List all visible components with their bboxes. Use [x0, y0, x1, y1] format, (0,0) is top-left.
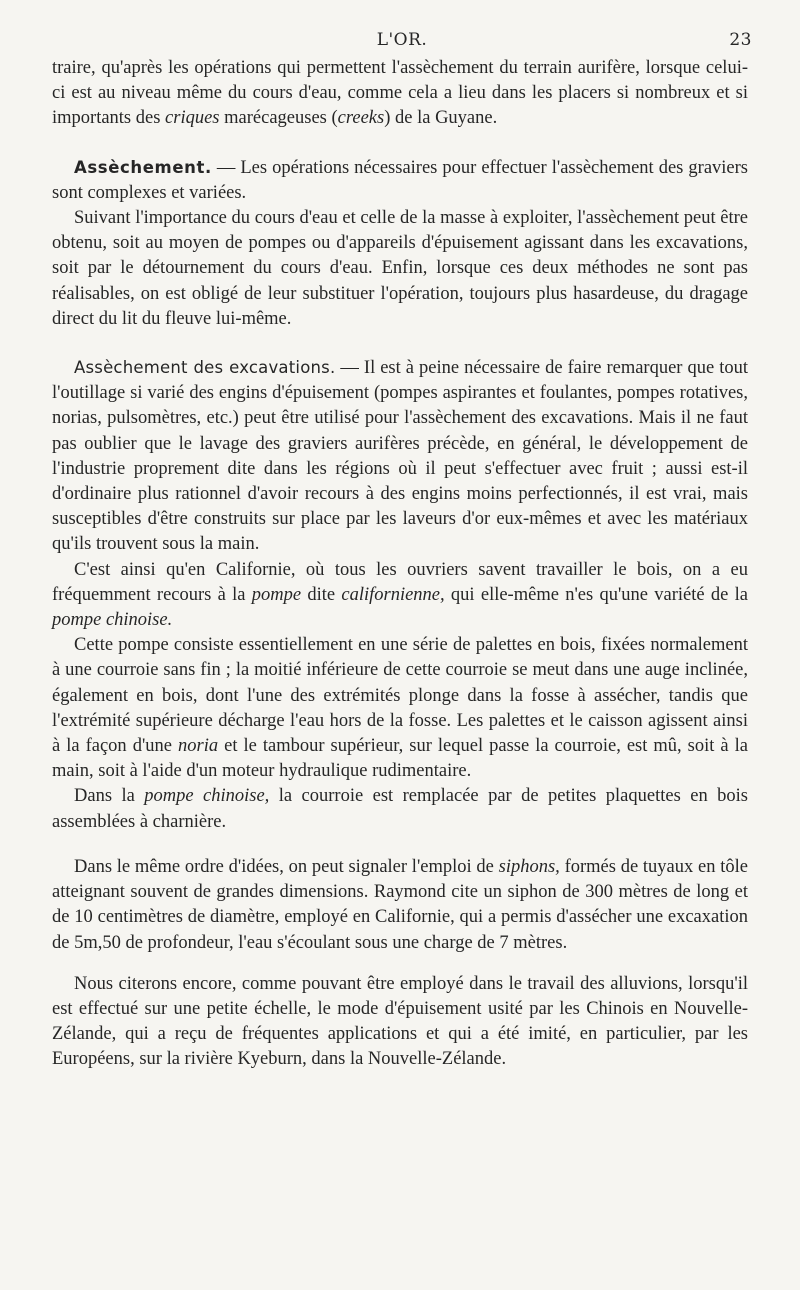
subsection-runin-heading: Assèchement des excavations. [74, 358, 336, 378]
section-runin-heading: Assèchement. [74, 157, 212, 177]
text-run: ) de la Guyane. [384, 108, 498, 129]
italic-term: californienne, [341, 584, 445, 605]
text-run: dite [301, 584, 342, 605]
text-run: la courroie est remplacée par de petites plaquettes en bois assemblées à charnière. [52, 786, 748, 832]
text-run: Cette pompe consiste essentiellement en une série de palettes en bois, fixées normalement à une courroie sans fin ; la moitié inférieure de cette courroie se meut dans une auge inclinée, également en bois, dont l'une des extrémités plonge dans la fosse à assécher, tandis que l'extrémité supérieure décharge l'eau hors de la fosse. Les palettes et le caisson agissent ainsi à la façon d'une [52, 635, 748, 757]
italic-term: pompe chinoise. [52, 610, 173, 631]
running-title: L'OR. [376, 30, 428, 50]
paragraph [52, 206, 748, 332]
text-run: Suivant l'importance du cours d'eau et celle de la masse à exploiter, l'assèchement peut être obtenu, soit au moyen de pompes ou d'appareils d'épuisement agissant dans les excavations, soit par le détournement du cours d'eau. Enfin, lorsque ces deux méthodes ne sont pas réalisables, on est obligé de leur substituer l'opération, toujours plus hasardeuse, du dragage direct du lit du fleuve lui-même. [52, 208, 748, 329]
paragraph-assechement-heading [52, 155, 748, 206]
italic-term: pompe [251, 584, 302, 605]
italic-term: siphons, [498, 856, 560, 877]
text-run: — Il est à peine nécessaire de faire remarquer que tout l'outillage si varié des engins d'épuisement (pompes aspirantes et foulantes, pompes rotatives, norias, pulsomètres, etc.) peut être utilisé pour l'assèchement des excavations. Mais il ne faut pas oublier que le lavage des graviers aurifères précède, en général, le développement de l'industrie proprement dite dans les régions où il peut s'effectuer avec fruit ; aussi est-il d'ordinaire plus rationnel d'avoir recours à des engins moins perfectionnés, il est vrai, mais susceptibles d'être construits sur place par les laveurs d'or eux-mêmes et avec les matériaux qu'ils trouvent sous la main. [52, 358, 748, 555]
text-run: marécageuses ( [219, 108, 338, 129]
text-run: Dans le même ordre d'idées, on peut signaler l'emploi de [74, 856, 499, 877]
text-run: C'est ainsi qu'en Californie, où tous les ouvriers savent travailler le bois, on a eu fréquemment recours à la [52, 559, 748, 605]
text-run: traire, qu'après les opérations qui permettent l'assèchement du terrain aurifère, lorsque celui-ci est au niveau même du cours d'eau, comme cela a lieu dans les placers si nombreux et si importants des [52, 58, 748, 129]
paragraph [52, 633, 748, 784]
text-run: Dans la [74, 786, 145, 807]
text-run: et le tambour supérieur, sur lequel passe la courroie, est mû, soit à la main, soit à l'aide d'un moteur hydraulique rudimentaire. [52, 736, 748, 782]
paragraph [52, 558, 748, 634]
italic-term: noria [178, 736, 219, 757]
paragraph [52, 855, 748, 956]
page-body [52, 56, 748, 1073]
text-run: — Les opérations nécessaires pour effectuer l'assèchement des graviers sont complexes et variées. [52, 157, 748, 203]
page-number: 23 [729, 30, 752, 50]
running-header [52, 30, 752, 54]
paragraph-continuation [52, 56, 748, 132]
text-run: qui elle-même n'es qu'une variété de la [444, 584, 748, 605]
paragraph-assechement-excavations-heading [52, 355, 748, 558]
paragraph [52, 972, 748, 1073]
text-run: formés de tuyaux en tôle atteignant souvent de grandes dimensions. Raymond cite un siphon de 300 mètres de long et de 10 centimètres de diamètre, employé en Californie, qui a permis d'assécher une excaxation de 5m,50 de profondeur, l'eau s'écoulant sous une charge de 7 mètres. [52, 856, 748, 953]
paragraph [52, 784, 748, 834]
italic-term: pompe chinoise, [144, 786, 270, 807]
italic-term: creeks [337, 108, 385, 129]
text-run: Nous citerons encore, comme pouvant être employé dans le travail des alluvions, lorsqu'il est effectué sur une petite échelle, le mode d'épuisement usité par les Chinois en Nouvelle-Zélande, qui a reçu de fréquentes applications et qui a été imité, en particulier, par les Européens, sur la rivière Kyeburn, dans la Nouvelle-Zélande. [52, 973, 748, 1070]
italic-term: criques [165, 108, 220, 129]
